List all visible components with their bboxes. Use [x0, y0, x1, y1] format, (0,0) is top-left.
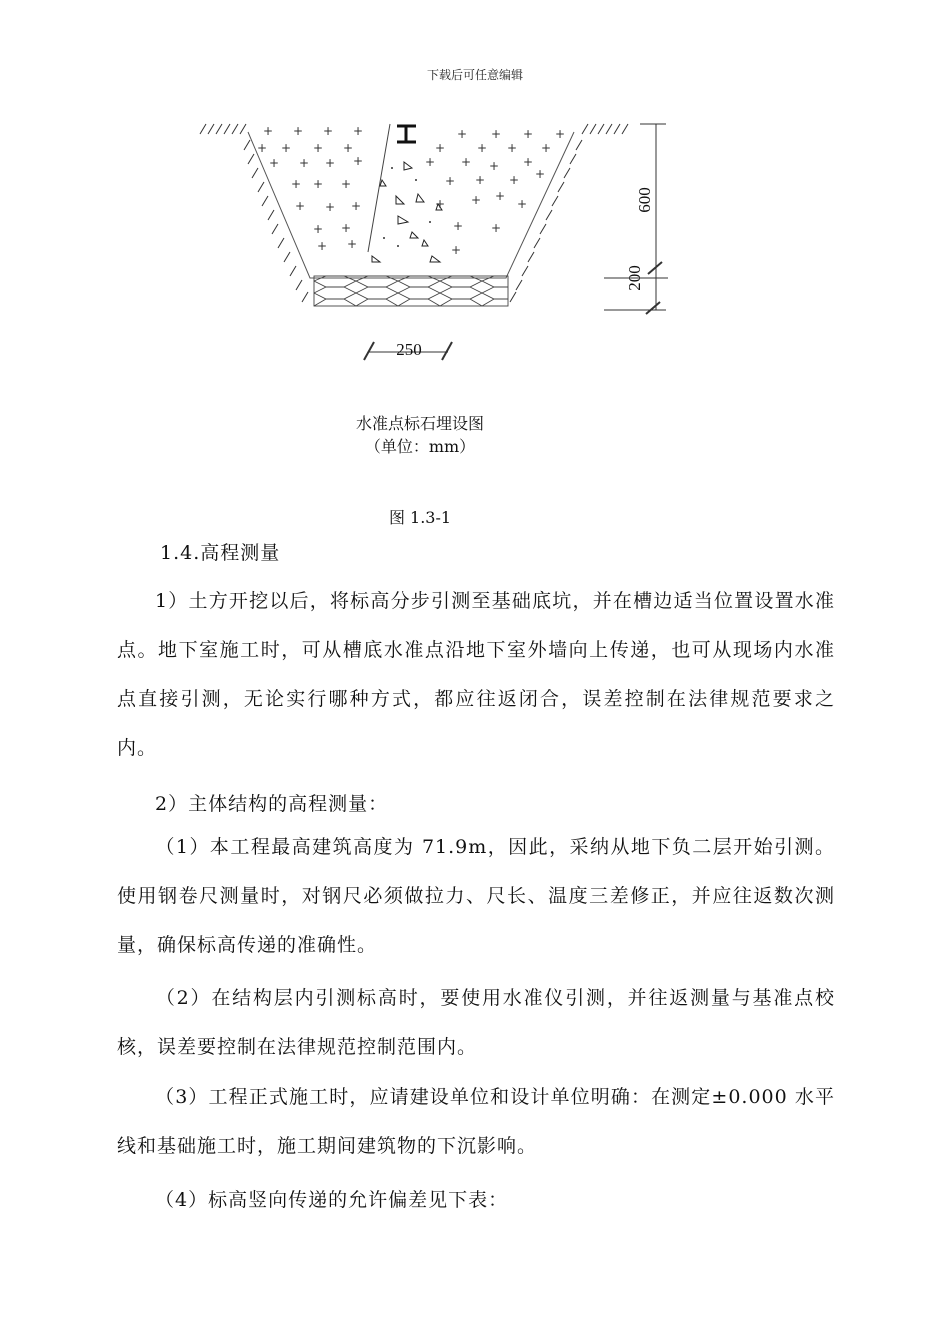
- svg-text:+: +: [340, 177, 352, 191]
- section-heading: 1.4.高程测量: [160, 542, 281, 564]
- figure-number: 图 1.3-1: [388, 508, 452, 527]
- paragraph-4-text: （2）在结构层内引测标高时，要使用水准仪引测，并往返测量与基准点校核，误差要控制在法律规范控制范围内。: [117, 987, 835, 1058]
- svg-text:+: +: [516, 197, 528, 211]
- svg-text:+: +: [268, 156, 280, 170]
- svg-text:+: +: [444, 174, 456, 188]
- gravel-base: [314, 276, 508, 306]
- svg-text:+: +: [298, 156, 310, 170]
- svg-text:+: +: [534, 167, 546, 181]
- svg-text:+: +: [350, 199, 362, 213]
- benchmark-burial-diagram: [0, 0, 950, 400]
- benchmark-marker: [397, 126, 416, 142]
- svg-text:+: +: [470, 193, 482, 207]
- svg-text:+: +: [352, 124, 364, 138]
- dimension-250: 250: [396, 340, 422, 359]
- svg-text:+: +: [522, 127, 534, 141]
- paragraph-4: [117, 974, 835, 1072]
- right-ground-hatch: [510, 124, 628, 302]
- concrete-aggregate: [372, 162, 442, 262]
- paragraph-6: （4）标高竖向传递的允许偏差见下表：: [155, 1189, 509, 1211]
- svg-text:+: +: [322, 124, 334, 138]
- svg-text:+: +: [280, 141, 292, 155]
- svg-text:+: +: [494, 189, 506, 203]
- svg-text:+: +: [324, 200, 336, 214]
- svg-text:+: +: [312, 177, 324, 191]
- svg-text:+: +: [346, 237, 358, 251]
- svg-text:+: +: [316, 239, 328, 253]
- svg-text:+: +: [312, 222, 324, 236]
- figure-caption-title: 水准点标石埋设图: [355, 414, 484, 433]
- svg-text:+: +: [262, 124, 274, 138]
- soil-fill: [257, 124, 565, 257]
- figure-caption-unit: （单位：mm）: [364, 437, 476, 456]
- svg-text:+: +: [324, 156, 336, 170]
- svg-text:+: +: [434, 141, 446, 155]
- svg-text:+: +: [506, 141, 518, 155]
- svg-text:+: +: [312, 141, 324, 155]
- slope-line: [368, 124, 390, 252]
- svg-text:+: +: [452, 219, 464, 233]
- dimension-200: 200: [625, 265, 644, 291]
- paragraph-1-text: 1）土方开挖以后，将标高分步引测至基础底坑，并在槽边适当位置设置水准点。地下室施工时，可从槽底水准点沿地下室外墙向上传递，也可从现场内水准点直接引测，无论实行哪种方式，都应往返闭合，误差控制在法律规范要求之内。: [117, 590, 835, 759]
- svg-text:+: +: [256, 141, 268, 155]
- svg-text:+: +: [294, 199, 306, 213]
- svg-text:+: +: [290, 177, 302, 191]
- paragraph-3-text: （1）本工程最高建筑高度为 71.9m，因此，采纳从地下负二层开始引测。使用钢卷尺测量时，对钢尺必须做拉力、尺长、温度三差修正，并应往返数次测量，确保标高传递的准确性。: [117, 836, 835, 956]
- aggregate-dots: [383, 167, 431, 247]
- paragraph-5: [117, 1073, 835, 1171]
- svg-text:+: +: [554, 127, 566, 141]
- paragraph-2: 2）主体结构的高程测量：: [155, 793, 389, 815]
- svg-text:+: +: [434, 197, 446, 211]
- svg-text:+: +: [292, 124, 304, 138]
- page-header-note: 下载后可任意编辑: [426, 68, 523, 82]
- svg-text:+: +: [424, 155, 436, 169]
- dimension-600: 600: [635, 187, 654, 213]
- svg-text:+: +: [340, 221, 352, 235]
- svg-text:+: +: [450, 243, 462, 257]
- svg-text:+: +: [476, 141, 488, 155]
- svg-text:+: +: [474, 173, 486, 187]
- paragraph-1: [117, 577, 835, 773]
- svg-text:+: +: [352, 154, 364, 168]
- svg-text:+: +: [488, 159, 500, 173]
- svg-text:+: +: [456, 127, 468, 141]
- paragraph-5-text: （3）工程正式施工时，应请建设单位和设计单位明确：在测定±0.000 水平线和基础施工时，施工期间建筑物的下沉影响。: [117, 1086, 835, 1157]
- svg-text:+: +: [342, 141, 354, 155]
- svg-text:+: +: [522, 155, 534, 169]
- paragraph-3: [117, 823, 835, 970]
- left-ground-hatch: [200, 124, 308, 302]
- svg-text:+: +: [490, 127, 502, 141]
- svg-text:+: +: [460, 155, 472, 169]
- svg-text:+: +: [490, 221, 502, 235]
- svg-text:+: +: [508, 173, 520, 187]
- svg-text:+: +: [540, 141, 552, 155]
